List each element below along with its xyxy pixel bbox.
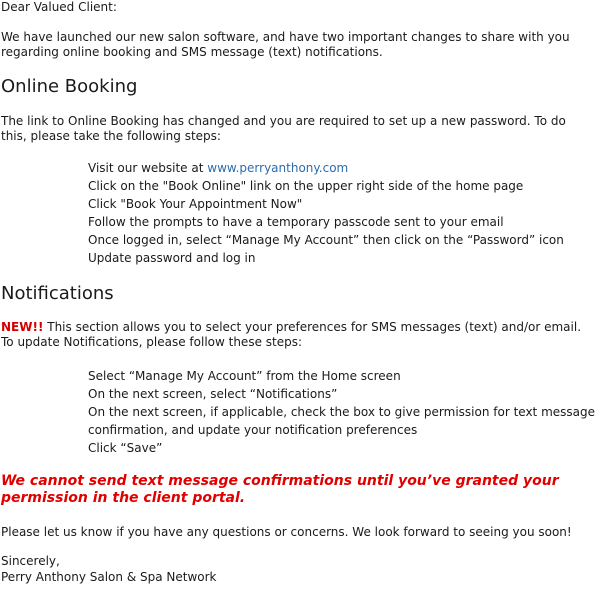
online-step-4: Follow the prompts to have a temporary passcode sent to your email <box>88 215 504 229</box>
online-booking-steps <box>88 159 564 267</box>
notif-step-3: On the next screen, if applicable, check the box to give permission for text message confirmation, and update your notification preferences <box>88 405 595 437</box>
online-step-3: Click "Book Your Appointment Now" <box>88 197 303 211</box>
notifications-heading: Notifications <box>1 283 114 304</box>
online-step-5: Once logged in, select “Manage My Account” then click on the “Password” icon <box>88 233 564 247</box>
notif-step-4: Click “Save” <box>88 441 163 455</box>
permission-warning: We cannot send text message confirmations until you’ve granted your permission in the client portal. <box>1 473 559 506</box>
signature: Perry Anthony Salon & Spa Network <box>1 570 217 584</box>
greeting: Dear Valued Client: <box>1 0 117 14</box>
online-step-6: Update password and log in <box>88 251 256 265</box>
online-step-1-text: Visit our website at <box>88 161 208 175</box>
notifications-steps <box>88 367 598 457</box>
closing-paragraph: Please let us know if you have any questions or concerns. We look forward to seeing you soon! <box>1 525 572 539</box>
online-booking-paragraph: The link to Online Booking has changed and you are required to set up a new password. To do this, please take the following steps: <box>1 114 566 143</box>
online-booking-heading: Online Booking <box>1 76 138 97</box>
intro-paragraph: We have launched our new salon software, and have two important changes to share with you regarding online booking and SMS message (text) notifications. <box>1 30 570 59</box>
website-link[interactable]: www.perryanthony.com <box>207 161 349 175</box>
notifications-paragraph <box>1 320 591 350</box>
online-step-2: Click on the "Book Online" link on the upper right side of the home page <box>88 179 524 193</box>
notifications-paragraph-text: This section allows you to select your preferences for SMS messages (text) and/or email. To update Notifications, please follow these steps: <box>1 320 582 349</box>
notif-step-2: On the next screen, select “Notifications” <box>88 387 338 401</box>
notif-step-1: Select “Manage My Account” from the Home screen <box>88 369 401 383</box>
new-badge: NEW!! <box>1 320 44 334</box>
sign-off: Sincerely, <box>1 554 60 568</box>
online-step-1 <box>88 159 564 177</box>
